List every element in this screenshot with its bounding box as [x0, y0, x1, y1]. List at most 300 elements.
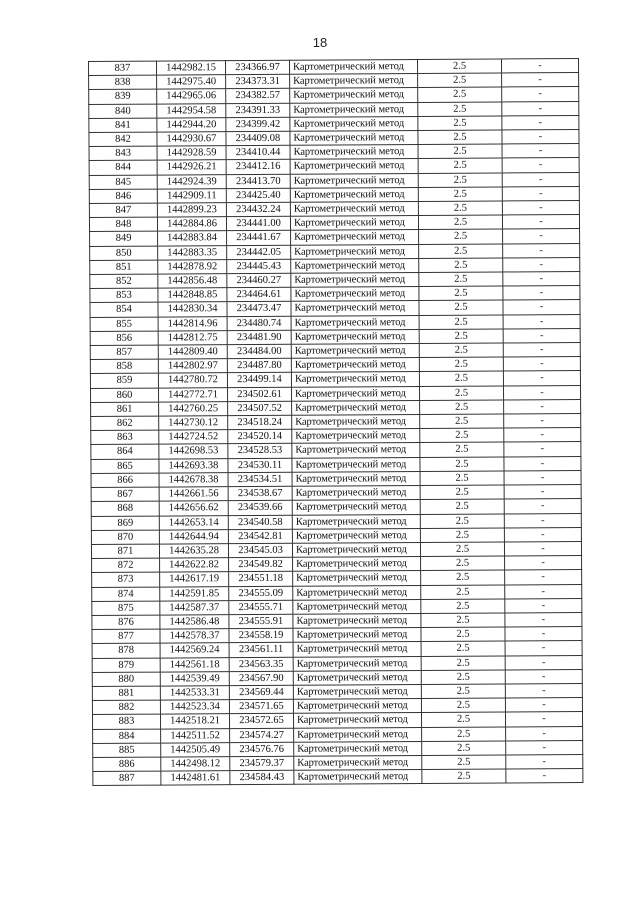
accuracy-cell: 2.5: [420, 400, 504, 415]
x-coordinate-cell: 1442656.62: [159, 501, 228, 516]
y-coordinate-cell: 234569.44: [229, 685, 293, 700]
accuracy-cell: 2.5: [419, 371, 503, 386]
method-cell: Картометрический метод: [293, 713, 421, 728]
point-number-cell: 877: [92, 629, 160, 644]
accuracy-cell: 2.5: [419, 258, 503, 273]
y-coordinate-cell: 234460.27: [227, 273, 291, 288]
point-number-cell: 866: [91, 473, 159, 488]
point-number-cell: 854: [90, 303, 158, 318]
y-coordinate-cell: 234499.14: [227, 373, 291, 388]
accuracy-cell: 2.5: [422, 741, 506, 756]
method-cell: Картометрический метод: [289, 59, 417, 74]
accuracy-cell: 2.5: [419, 386, 503, 401]
accuracy-cell: 2.5: [418, 73, 502, 88]
point-number-cell: 878: [92, 643, 160, 658]
extra-cell: -: [504, 428, 581, 443]
accuracy-cell: 2.5: [418, 187, 502, 202]
accuracy-cell: 2.5: [421, 627, 505, 642]
extra-cell: -: [502, 172, 579, 187]
accuracy-cell: 2.5: [421, 684, 505, 699]
point-number-cell: 859: [90, 374, 158, 389]
accuracy-cell: 2.5: [421, 584, 505, 599]
point-number-cell: 870: [91, 530, 159, 545]
extra-cell: -: [504, 470, 581, 485]
y-coordinate-cell: 234412.16: [226, 160, 290, 175]
point-number-cell: 867: [91, 487, 159, 502]
y-coordinate-cell: 234574.27: [230, 728, 294, 743]
y-coordinate-cell: 234558.19: [229, 628, 293, 643]
extra-cell: -: [505, 584, 582, 599]
point-number-cell: 853: [90, 288, 158, 303]
method-cell: Картометрический метод: [292, 486, 420, 501]
y-coordinate-cell: 234441.00: [226, 217, 290, 232]
y-coordinate-cell: 234413.70: [226, 174, 290, 189]
x-coordinate-cell: 1442644.94: [159, 529, 228, 544]
x-coordinate-cell: 1442617.19: [160, 572, 229, 587]
x-coordinate-cell: 1442511.52: [161, 728, 230, 743]
x-coordinate-cell: 1442883.84: [158, 231, 227, 246]
y-coordinate-cell: 234545.03: [228, 543, 292, 558]
x-coordinate-cell: 1442878.92: [158, 260, 227, 275]
method-cell: Картометрический метод: [292, 471, 420, 486]
extra-cell: -: [504, 499, 581, 514]
accuracy-cell: 2.5: [420, 485, 504, 500]
x-coordinate-cell: 1442518.21: [160, 714, 229, 729]
accuracy-cell: 2.5: [420, 428, 504, 443]
point-number-cell: 881: [92, 686, 160, 701]
accuracy-cell: 2.5: [419, 315, 503, 330]
y-coordinate-cell: 234571.65: [229, 699, 293, 714]
accuracy-cell: 2.5: [418, 116, 502, 131]
y-coordinate-cell: 234555.91: [229, 614, 293, 629]
point-number-cell: 887: [93, 771, 161, 786]
method-cell: Картометрический метод: [291, 372, 419, 387]
extra-cell: -: [505, 598, 582, 613]
point-number-cell: 874: [92, 587, 160, 602]
y-coordinate-cell: 234445.43: [227, 259, 291, 274]
method-cell: Картометрический метод: [291, 273, 419, 288]
method-cell: Картометрический метод: [293, 656, 421, 671]
extra-cell: -: [505, 627, 582, 642]
y-coordinate-cell: 234555.09: [229, 586, 293, 601]
x-coordinate-cell: 1442586.48: [160, 615, 229, 630]
y-coordinate-cell: 234563.35: [229, 657, 293, 672]
point-number-cell: 863: [91, 430, 159, 445]
method-cell: Картометрический метод: [290, 159, 418, 174]
y-coordinate-cell: 234410.44: [226, 145, 290, 160]
accuracy-cell: 2.5: [421, 556, 505, 571]
extra-cell: -: [502, 186, 579, 201]
y-coordinate-cell: 234391.33: [226, 103, 290, 118]
point-number-cell: 851: [90, 260, 158, 275]
extra-cell: -: [506, 726, 583, 741]
method-cell: Картометрический метод: [290, 102, 418, 117]
extra-cell: -: [502, 215, 579, 230]
point-number-cell: 839: [89, 89, 157, 104]
point-number-cell: 857: [90, 345, 158, 360]
extra-cell: -: [503, 243, 580, 258]
method-cell: Картометрический метод: [291, 301, 419, 316]
accuracy-cell: 2.5: [421, 570, 505, 585]
y-coordinate-cell: 234551.18: [229, 572, 293, 587]
method-cell: Картометрический метод: [291, 244, 419, 259]
method-cell: Картометрический метод: [290, 145, 418, 160]
accuracy-cell: 2.5: [419, 343, 503, 358]
point-number-cell: 865: [91, 459, 159, 474]
point-number-cell: 845: [89, 175, 157, 190]
accuracy-cell: 2.5: [418, 158, 502, 173]
x-coordinate-cell: 1442848.85: [158, 288, 227, 303]
accuracy-cell: 2.5: [420, 528, 504, 543]
method-cell: Картометрический метод: [294, 727, 422, 742]
point-number-cell: 847: [89, 203, 157, 218]
point-number-cell: 858: [90, 359, 158, 374]
extra-cell: -: [503, 385, 580, 400]
method-cell: Картометрический метод: [293, 670, 421, 685]
x-coordinate-cell: 1442899.23: [157, 203, 226, 218]
x-coordinate-cell: 1442622.82: [160, 558, 229, 573]
x-coordinate-cell: 1442730.12: [159, 416, 228, 431]
y-coordinate-cell: 234481.90: [227, 330, 291, 345]
accuracy-cell: 2.5: [420, 414, 504, 429]
method-cell: Картометрический метод: [291, 315, 419, 330]
extra-cell: -: [504, 541, 581, 556]
accuracy-cell: 2.5: [419, 229, 503, 244]
method-cell: Картометрический метод: [290, 202, 418, 217]
y-coordinate-cell: 234528.53: [228, 444, 292, 459]
accuracy-cell: 2.5: [418, 130, 502, 145]
y-coordinate-cell: 234576.76: [230, 742, 294, 757]
point-number-cell: 879: [92, 658, 160, 673]
accuracy-cell: 2.5: [419, 244, 503, 259]
y-coordinate-cell: 234373.31: [226, 74, 290, 89]
y-coordinate-cell: 234549.82: [229, 557, 293, 572]
y-coordinate-cell: 234464.61: [227, 288, 291, 303]
y-coordinate-cell: 234538.67: [228, 486, 292, 501]
point-number-cell: 871: [91, 544, 159, 559]
extra-cell: -: [503, 314, 580, 329]
y-coordinate-cell: 234520.14: [228, 430, 292, 445]
method-cell: Картометрический метод: [292, 415, 420, 430]
method-cell: Картометрический метод: [290, 116, 418, 131]
x-coordinate-cell: 1442533.31: [160, 686, 229, 701]
x-coordinate-cell: 1442772.71: [158, 387, 227, 402]
x-coordinate-cell: 1442578.37: [160, 629, 229, 644]
x-coordinate-cell: 1442760.25: [159, 402, 228, 417]
x-coordinate-cell: 1442587.37: [160, 600, 229, 615]
accuracy-cell: 2.5: [420, 442, 504, 457]
extra-cell: -: [504, 399, 581, 414]
x-coordinate-cell: 1442954.58: [157, 103, 226, 118]
method-cell: Картометрический метод: [291, 358, 419, 373]
method-cell: Картометрический метод: [292, 429, 420, 444]
table-row: [93, 769, 583, 786]
extra-cell: -: [502, 158, 579, 173]
method-cell: Картометрический метод: [293, 699, 421, 714]
method-cell: Картометрический метод: [293, 571, 421, 586]
y-coordinate-cell: 234432.24: [226, 202, 290, 217]
method-cell: Картометрический метод: [292, 528, 420, 543]
y-coordinate-cell: 234539.66: [228, 501, 292, 516]
y-coordinate-cell: 234567.90: [229, 671, 293, 686]
x-coordinate-cell: 1442724.52: [159, 430, 228, 445]
point-number-cell: 886: [93, 757, 161, 772]
extra-cell: -: [504, 513, 581, 528]
method-cell: Картометрический метод: [291, 230, 419, 245]
point-number-cell: 846: [89, 189, 157, 204]
method-cell: Картометрический метод: [292, 542, 420, 557]
extra-cell: -: [503, 300, 580, 315]
point-number-cell: 885: [93, 743, 161, 758]
extra-cell: -: [504, 527, 581, 542]
point-number-cell: 861: [91, 402, 159, 417]
accuracy-cell: 2.5: [420, 542, 504, 557]
y-coordinate-cell: 234555.71: [229, 600, 293, 615]
accuracy-cell: 2.5: [421, 655, 505, 670]
extra-cell: -: [505, 556, 582, 571]
x-coordinate-cell: 1442883.35: [158, 245, 227, 260]
point-number-cell: 848: [89, 217, 157, 232]
point-number-cell: 882: [92, 700, 160, 715]
point-number-cell: 841: [89, 118, 157, 133]
x-coordinate-cell: 1442539.49: [160, 671, 229, 686]
extra-cell: -: [505, 669, 582, 684]
y-coordinate-cell: 234399.42: [226, 117, 290, 132]
x-coordinate-cell: 1442909.11: [157, 188, 226, 203]
y-coordinate-cell: 234542.81: [228, 529, 292, 544]
method-cell: Картометрический метод: [290, 131, 418, 146]
y-coordinate-cell: 234534.51: [228, 472, 292, 487]
accuracy-cell: 2.5: [418, 102, 502, 117]
x-coordinate-cell: 1442856.48: [158, 274, 227, 289]
y-coordinate-cell: 234507.52: [228, 401, 292, 416]
y-coordinate-cell: 234530.11: [228, 458, 292, 473]
method-cell: Картометрический метод: [290, 187, 418, 202]
extra-cell: -: [503, 371, 580, 386]
accuracy-cell: 2.5: [421, 613, 505, 628]
extra-cell: -: [506, 769, 583, 784]
accuracy-cell: 2.5: [418, 87, 502, 102]
method-cell: Картометрический метод: [293, 684, 421, 699]
point-number-cell: 876: [92, 615, 160, 630]
method-cell: Картометрический метод: [292, 514, 420, 529]
y-coordinate-cell: 234518.24: [228, 415, 292, 430]
point-number-cell: 880: [92, 672, 160, 687]
method-cell: Картометрический метод: [294, 741, 422, 756]
y-coordinate-cell: 234572.65: [229, 714, 293, 729]
accuracy-cell: 2.5: [418, 144, 502, 159]
x-coordinate-cell: 1442975.40: [157, 75, 226, 90]
extra-cell: -: [505, 712, 582, 727]
x-coordinate-cell: 1442965.06: [157, 89, 226, 104]
point-number-cell: 872: [92, 558, 160, 573]
extra-cell: -: [502, 130, 579, 145]
point-number-cell: 873: [92, 572, 160, 587]
method-cell: Картометрический метод: [293, 585, 421, 600]
y-coordinate-cell: 234579.37: [230, 756, 294, 771]
x-coordinate-cell: 1442930.67: [157, 132, 226, 147]
table-body: [89, 59, 583, 786]
accuracy-cell: 2.5: [420, 499, 504, 514]
method-cell: Картометрический метод: [292, 500, 420, 515]
point-number-cell: 868: [91, 501, 159, 516]
accuracy-cell: 2.5: [420, 513, 504, 528]
x-coordinate-cell: 1442635.28: [159, 544, 228, 559]
y-coordinate-cell: 234584.43: [230, 770, 294, 785]
x-coordinate-cell: 1442591.85: [160, 586, 229, 601]
extra-cell: -: [505, 612, 582, 627]
accuracy-cell: 2.5: [419, 357, 503, 372]
x-coordinate-cell: 1442830.34: [158, 302, 227, 317]
extra-cell: -: [505, 698, 582, 713]
extra-cell: -: [504, 456, 581, 471]
y-coordinate-cell: 234502.61: [227, 387, 291, 402]
accuracy-cell: 2.5: [419, 329, 503, 344]
x-coordinate-cell: 1442693.38: [159, 458, 228, 473]
point-number-cell: 855: [90, 317, 158, 332]
method-cell: Картометрический метод: [294, 770, 422, 785]
y-coordinate-cell: 234441.67: [227, 231, 291, 246]
method-cell: Картометрический метод: [290, 74, 418, 89]
x-coordinate-cell: 1442498.12: [161, 757, 230, 772]
x-coordinate-cell: 1442812.75: [158, 331, 227, 346]
method-cell: Картометрический метод: [290, 88, 418, 103]
extra-cell: -: [505, 683, 582, 698]
accuracy-cell: 2.5: [421, 698, 505, 713]
extra-cell: -: [502, 144, 579, 159]
x-coordinate-cell: 1442924.39: [157, 174, 226, 189]
accuracy-cell: 2.5: [420, 471, 504, 486]
point-number-cell: 869: [91, 516, 159, 531]
extra-cell: -: [502, 115, 579, 130]
point-number-cell: 883: [92, 714, 160, 729]
x-coordinate-cell: 1442698.53: [159, 444, 228, 459]
point-number-cell: 875: [92, 601, 160, 616]
y-coordinate-cell: 234484.00: [227, 344, 291, 359]
point-number-cell: 852: [90, 274, 158, 289]
x-coordinate-cell: 1442481.61: [161, 771, 230, 786]
extra-cell: -: [502, 73, 579, 88]
method-cell: Картометрический метод: [290, 173, 418, 188]
method-cell: Картометрический метод: [291, 287, 419, 302]
y-coordinate-cell: 234366.97: [226, 60, 290, 75]
y-coordinate-cell: 234487.80: [227, 359, 291, 374]
x-coordinate-cell: 1442661.56: [159, 487, 228, 502]
x-coordinate-cell: 1442928.59: [157, 146, 226, 161]
extra-cell: -: [503, 272, 580, 287]
point-number-cell: 844: [89, 161, 157, 176]
x-coordinate-cell: 1442982.15: [157, 61, 226, 76]
point-number-cell: 856: [90, 331, 158, 346]
point-number-cell: 862: [91, 416, 159, 431]
point-number-cell: 884: [93, 729, 161, 744]
extra-cell: -: [506, 740, 583, 755]
extra-cell: -: [502, 201, 579, 216]
extra-cell: -: [504, 485, 581, 500]
coordinates-table-container: [88, 58, 582, 786]
point-number-cell: 843: [89, 146, 157, 161]
method-cell: Картометрический метод: [293, 613, 421, 628]
method-cell: Картометрический метод: [294, 755, 422, 770]
extra-cell: -: [503, 286, 580, 301]
y-coordinate-cell: 234425.40: [226, 188, 290, 203]
extra-cell: -: [503, 328, 580, 343]
y-coordinate-cell: 234382.57: [226, 89, 290, 104]
accuracy-cell: 2.5: [421, 599, 505, 614]
point-number-cell: 860: [90, 388, 158, 403]
x-coordinate-cell: 1442505.49: [161, 742, 230, 757]
method-cell: Картометрический метод: [291, 386, 419, 401]
extra-cell: -: [503, 343, 580, 358]
accuracy-cell: 2.5: [418, 215, 502, 230]
coordinates-table: [88, 58, 583, 786]
accuracy-cell: 2.5: [419, 300, 503, 315]
extra-cell: -: [506, 754, 583, 769]
x-coordinate-cell: 1442653.14: [159, 515, 228, 530]
point-number-cell: 850: [90, 246, 158, 261]
point-number-cell: 837: [89, 61, 157, 76]
x-coordinate-cell: 1442678.38: [159, 473, 228, 488]
method-cell: Картометрический метод: [292, 457, 420, 472]
method-cell: Картометрический метод: [293, 642, 421, 657]
x-coordinate-cell: 1442926.21: [157, 160, 226, 175]
extra-cell: -: [504, 414, 581, 429]
accuracy-cell: 2.5: [417, 59, 501, 74]
method-cell: Картометрический метод: [293, 628, 421, 643]
point-number-cell: 842: [89, 132, 157, 147]
accuracy-cell: 2.5: [421, 670, 505, 685]
extra-cell: -: [502, 101, 579, 116]
accuracy-cell: 2.5: [419, 286, 503, 301]
x-coordinate-cell: 1442523.34: [160, 700, 229, 715]
x-coordinate-cell: 1442809.40: [158, 345, 227, 360]
y-coordinate-cell: 234561.11: [229, 643, 293, 658]
point-number-cell: 840: [89, 104, 157, 119]
point-number-cell: 849: [90, 232, 158, 247]
method-cell: Картометрический метод: [292, 400, 420, 415]
method-cell: Картометрический метод: [291, 329, 419, 344]
y-coordinate-cell: 234540.58: [228, 515, 292, 530]
accuracy-cell: 2.5: [420, 457, 504, 472]
x-coordinate-cell: 1442814.96: [158, 316, 227, 331]
extra-cell: -: [505, 655, 582, 670]
accuracy-cell: 2.5: [421, 641, 505, 656]
extra-cell: -: [503, 257, 580, 272]
extra-cell: -: [505, 570, 582, 585]
x-coordinate-cell: 1442561.18: [160, 657, 229, 672]
method-cell: Картометрический метод: [293, 557, 421, 572]
method-cell: Картометрический метод: [292, 443, 420, 458]
y-coordinate-cell: 234442.05: [227, 245, 291, 260]
point-number-cell: 838: [89, 75, 157, 90]
method-cell: Картометрический метод: [291, 344, 419, 359]
extra-cell: -: [503, 357, 580, 372]
extra-cell: -: [504, 442, 581, 457]
x-coordinate-cell: 1442802.97: [158, 359, 227, 374]
accuracy-cell: 2.5: [419, 272, 503, 287]
accuracy-cell: 2.5: [422, 727, 506, 742]
method-cell: Картометрический метод: [291, 258, 419, 273]
x-coordinate-cell: 1442944.20: [157, 117, 226, 132]
accuracy-cell: 2.5: [422, 755, 506, 770]
point-number-cell: 864: [91, 445, 159, 460]
method-cell: Картометрический метод: [290, 216, 418, 231]
accuracy-cell: 2.5: [418, 201, 502, 216]
extra-cell: -: [503, 229, 580, 244]
accuracy-cell: 2.5: [418, 173, 502, 188]
x-coordinate-cell: 1442884.86: [157, 217, 226, 232]
extra-cell: -: [501, 59, 578, 74]
